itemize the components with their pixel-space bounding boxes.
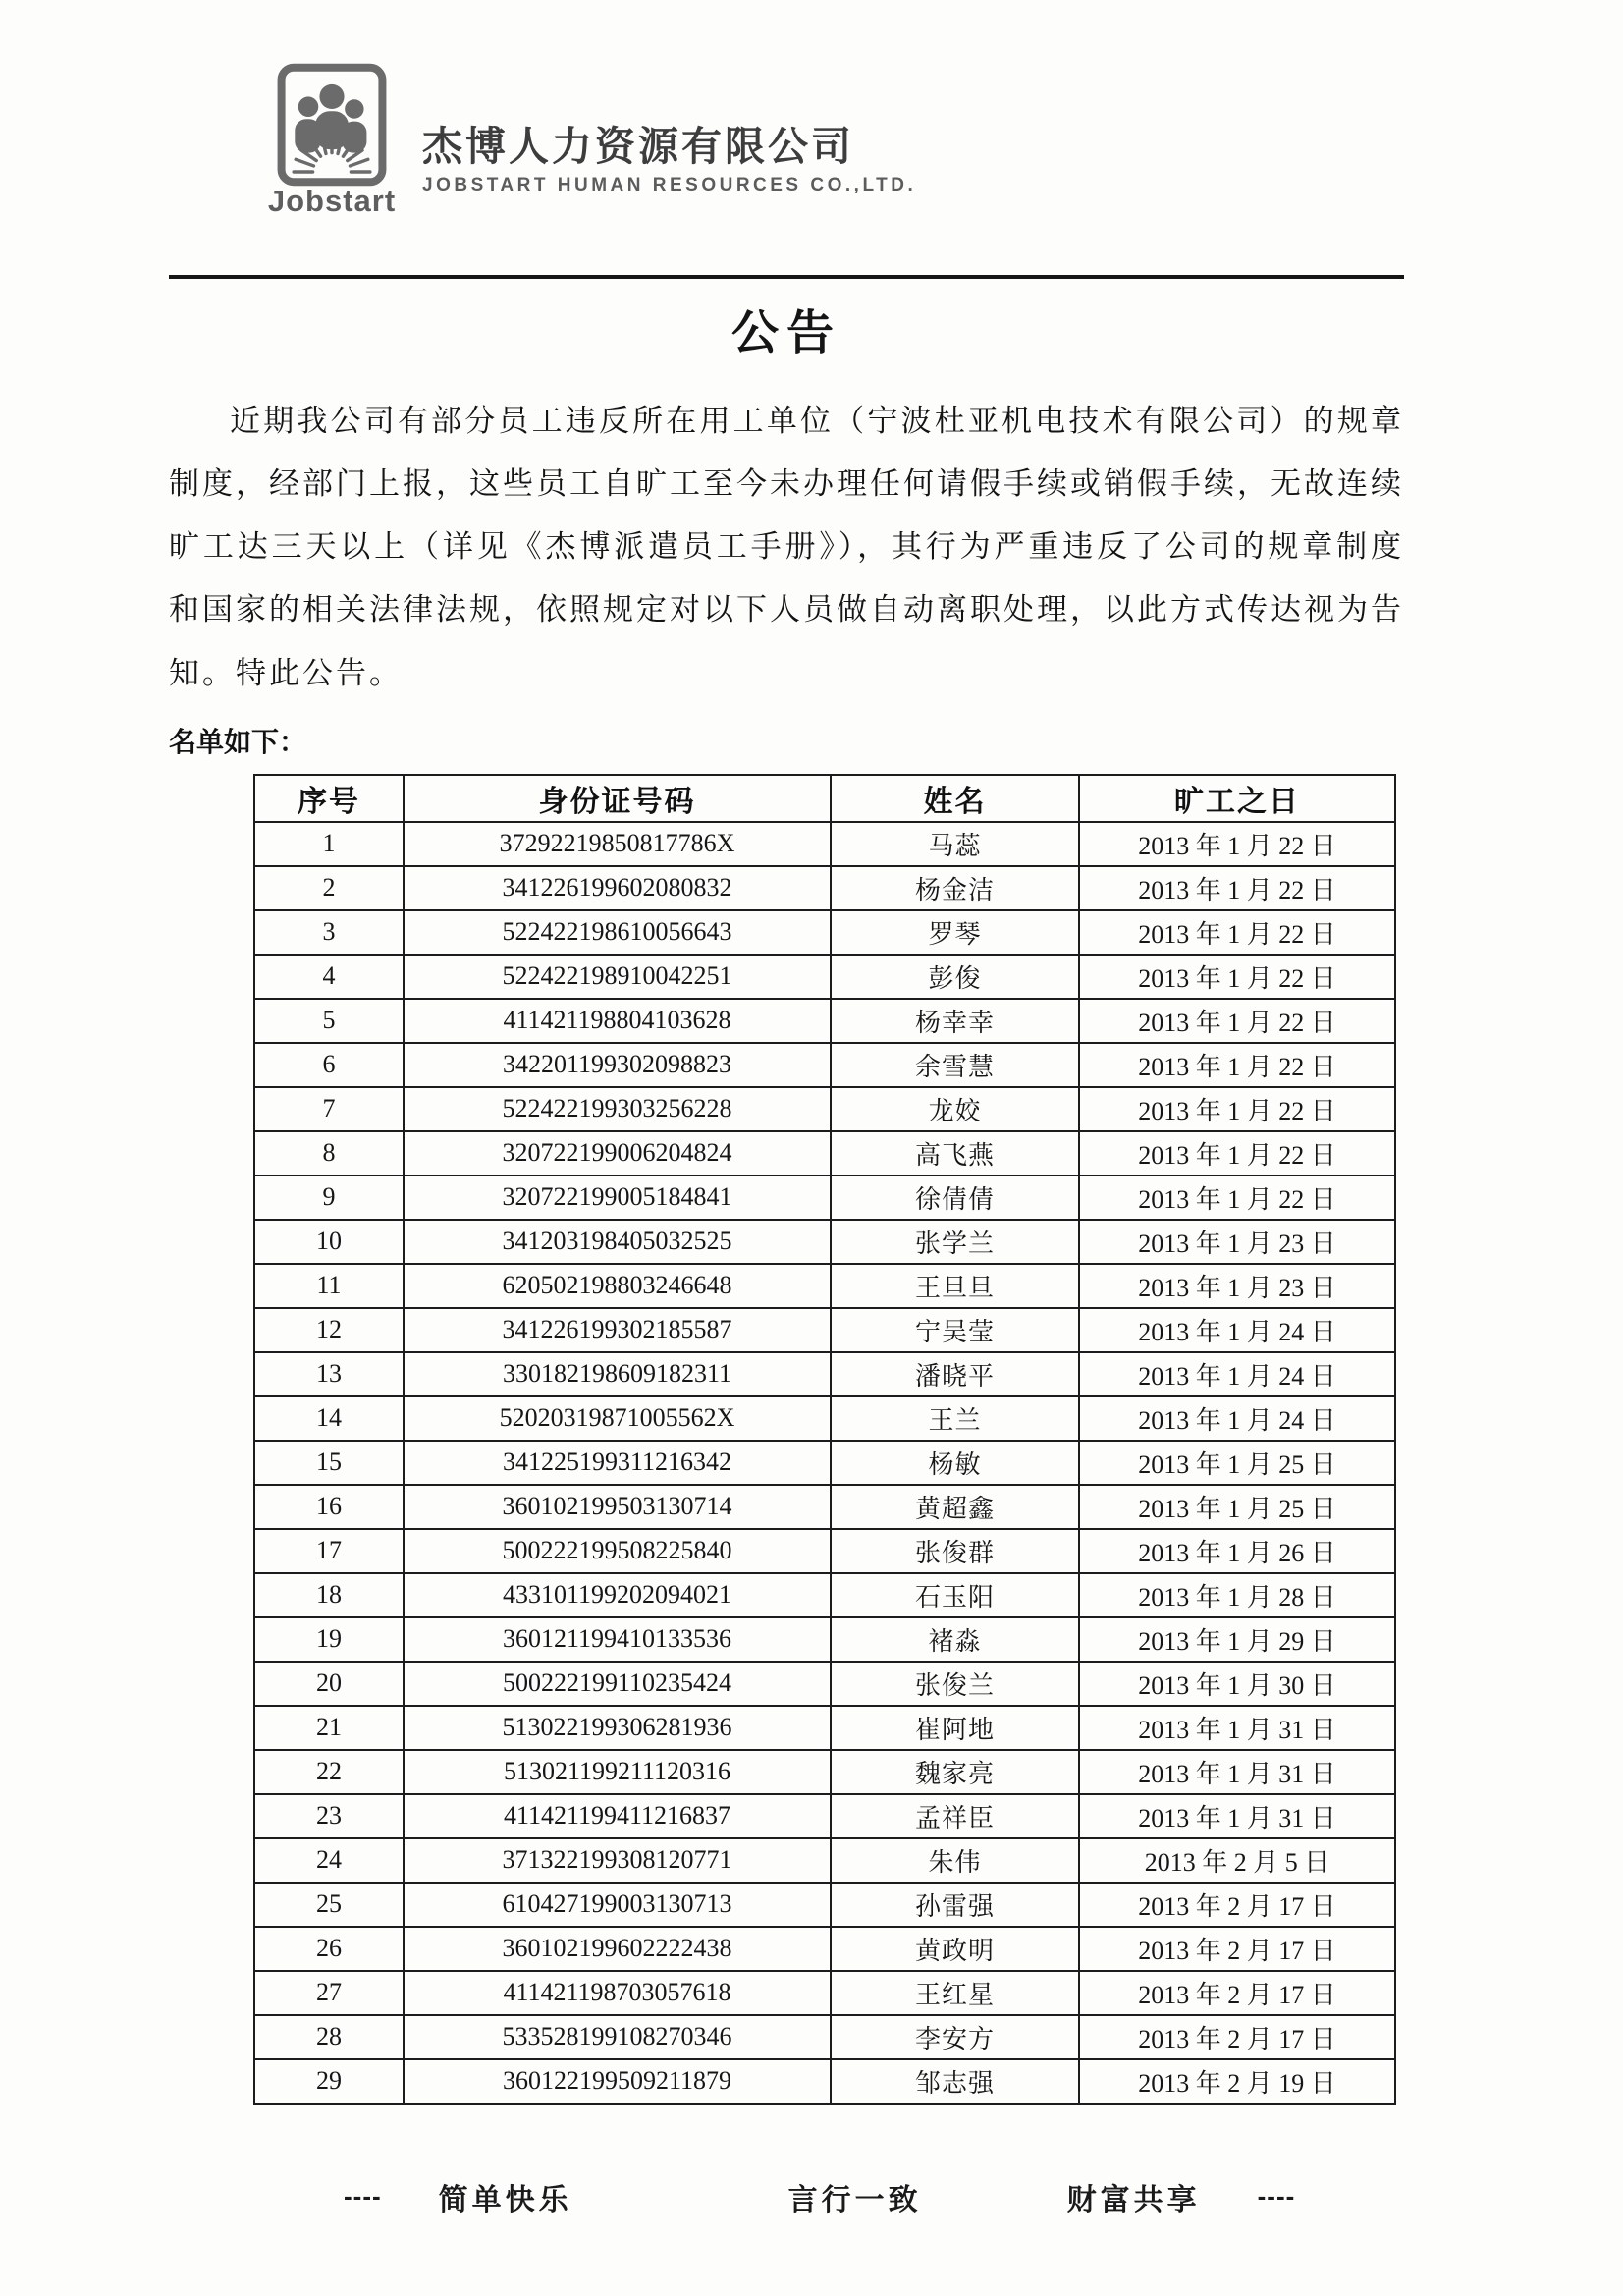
cell-id-number: 360102199503130714 <box>404 1485 831 1529</box>
table-row <box>254 1838 1395 1883</box>
cell-serial: 9 <box>254 1175 404 1220</box>
cell-serial: 14 <box>254 1396 404 1441</box>
cell-serial: 24 <box>254 1838 404 1883</box>
cell-name: 徐倩倩 <box>831 1175 1079 1220</box>
table-row <box>254 1927 1395 1971</box>
cell-name: 马蕊 <box>831 822 1079 866</box>
header-serial: 序号 <box>254 775 404 822</box>
cell-serial: 18 <box>254 1573 404 1617</box>
cell-id-number: 341226199302185587 <box>404 1308 831 1352</box>
cell-id-number: 341226199602080832 <box>404 866 831 910</box>
table-row <box>254 1529 1395 1573</box>
cell-name: 孟祥臣 <box>831 1794 1079 1838</box>
cell-name: 崔阿地 <box>831 1706 1079 1750</box>
table-body <box>254 822 1395 2104</box>
dismissed-employees-table <box>253 774 1396 2105</box>
table-row <box>254 910 1395 955</box>
cell-name: 邹志强 <box>831 2059 1079 2104</box>
footer-right-dashes: ---- <box>1257 2181 1296 2212</box>
cell-name: 王旦旦 <box>831 1264 1079 1308</box>
cell-name: 彭俊 <box>831 955 1079 999</box>
cell-absence-date: 2013 年 1 月 24 日 <box>1079 1308 1395 1352</box>
cell-serial: 19 <box>254 1617 404 1662</box>
cell-serial: 27 <box>254 1971 404 2015</box>
cell-absence-date: 2013 年 1 月 30 日 <box>1079 1662 1395 1706</box>
cell-serial: 3 <box>254 910 404 955</box>
cell-serial: 7 <box>254 1087 404 1131</box>
cell-name: 黄政明 <box>831 1927 1079 1971</box>
cell-name: 杨金洁 <box>831 866 1079 910</box>
cell-absence-date: 2013 年 1 月 22 日 <box>1079 866 1395 910</box>
table-row <box>254 822 1395 866</box>
cell-name: 李安方 <box>831 2015 1079 2059</box>
cell-name: 潘晓平 <box>831 1352 1079 1396</box>
cell-serial: 16 <box>254 1485 404 1529</box>
cell-serial: 17 <box>254 1529 404 1573</box>
cell-id-number: 342201199302098823 <box>404 1043 831 1087</box>
cell-serial: 8 <box>254 1131 404 1175</box>
table-row <box>254 1352 1395 1396</box>
cell-id-number: 513022199306281936 <box>404 1706 831 1750</box>
cell-id-number: 522422198610056643 <box>404 910 831 955</box>
footer-slogan-2: 言行一致 <box>787 2183 922 2216</box>
company-name-chinese: 杰博人力资源有限公司 <box>422 123 854 169</box>
cell-serial: 12 <box>254 1308 404 1352</box>
letterhead <box>267 59 1404 221</box>
cell-name: 张俊群 <box>831 1529 1079 1573</box>
table-row <box>254 866 1395 910</box>
header-id-number: 身份证号码 <box>404 775 831 822</box>
cell-serial: 20 <box>254 1662 404 1706</box>
cell-id-number: 52020319871005562X <box>404 1396 831 1441</box>
cell-id-number: 360122199509211879 <box>404 2059 831 2104</box>
table-row <box>254 1573 1395 1617</box>
letterhead-divider <box>169 275 1404 279</box>
table-row <box>254 1220 1395 1264</box>
cell-serial: 26 <box>254 1927 404 1971</box>
header-name: 姓名 <box>831 775 1079 822</box>
table-row <box>254 1662 1395 1706</box>
cell-serial: 13 <box>254 1352 404 1396</box>
cell-absence-date: 2013 年 1 月 29 日 <box>1079 1617 1395 1662</box>
jobstart-logo-icon <box>275 62 389 188</box>
cell-serial: 1 <box>254 822 404 866</box>
cell-id-number: 533528199108270346 <box>404 2015 831 2059</box>
cell-name: 张俊兰 <box>831 1662 1079 1706</box>
cell-id-number: 411421199411216837 <box>404 1794 831 1838</box>
cell-absence-date: 2013 年 1 月 25 日 <box>1079 1441 1395 1485</box>
cell-id-number: 320722199006204824 <box>404 1131 831 1175</box>
cell-absence-date: 2013 年 2 月 17 日 <box>1079 2015 1395 2059</box>
cell-serial: 29 <box>254 2059 404 2104</box>
company-names <box>422 84 916 196</box>
cell-name: 张学兰 <box>831 1220 1079 1264</box>
table-row <box>254 1087 1395 1131</box>
cell-absence-date: 2013 年 1 月 25 日 <box>1079 1485 1395 1529</box>
cell-name: 杨幸幸 <box>831 999 1079 1043</box>
cell-id-number: 411421198703057618 <box>404 1971 831 2015</box>
cell-name: 孙雷强 <box>831 1883 1079 1927</box>
table-row <box>254 1485 1395 1529</box>
cell-id-number: 411421198804103628 <box>404 999 831 1043</box>
cell-absence-date: 2013 年 1 月 22 日 <box>1079 1087 1395 1131</box>
cell-absence-date: 2013 年 1 月 31 日 <box>1079 1706 1395 1750</box>
cell-absence-date: 2013 年 1 月 22 日 <box>1079 1043 1395 1087</box>
cell-id-number: 610427199003130713 <box>404 1883 831 1927</box>
cell-absence-date: 2013 年 2 月 17 日 <box>1079 1971 1395 2015</box>
cell-absence-date: 2013 年 1 月 23 日 <box>1079 1220 1395 1264</box>
cell-absence-date: 2013 年 1 月 22 日 <box>1079 1131 1395 1175</box>
cell-serial: 10 <box>254 1220 404 1264</box>
cell-serial: 5 <box>254 999 404 1043</box>
cell-absence-date: 2013 年 1 月 22 日 <box>1079 1175 1395 1220</box>
cell-name: 黄超鑫 <box>831 1485 1079 1529</box>
table-row <box>254 1131 1395 1175</box>
cell-name: 罗琴 <box>831 910 1079 955</box>
cell-id-number: 37292219850817786X <box>404 822 831 866</box>
cell-serial: 11 <box>254 1264 404 1308</box>
cell-absence-date: 2013 年 2 月 17 日 <box>1079 1883 1395 1927</box>
cell-name: 宁吴莹 <box>831 1308 1079 1352</box>
cell-serial: 22 <box>254 1750 404 1794</box>
footer-left-dashes: ---- <box>344 2181 382 2212</box>
cell-id-number: 341225199311216342 <box>404 1441 831 1485</box>
cell-name: 王红星 <box>831 1971 1079 2015</box>
cell-absence-date: 2013 年 2 月 5 日 <box>1079 1838 1395 1883</box>
cell-id-number: 433101199202094021 <box>404 1573 831 1617</box>
table-row <box>254 1264 1395 1308</box>
cell-absence-date: 2013 年 1 月 24 日 <box>1079 1396 1395 1441</box>
cell-id-number: 522422198910042251 <box>404 955 831 999</box>
cell-id-number: 330182198609182311 <box>404 1352 831 1396</box>
cell-serial: 23 <box>254 1794 404 1838</box>
cell-absence-date: 2013 年 1 月 22 日 <box>1079 955 1395 999</box>
table-row <box>254 1617 1395 1662</box>
cell-id-number: 620502198803246648 <box>404 1264 831 1308</box>
table-row <box>254 1043 1395 1087</box>
cell-name: 朱伟 <box>831 1838 1079 1883</box>
cell-id-number: 360102199602222438 <box>404 1927 831 1971</box>
cell-serial: 15 <box>254 1441 404 1485</box>
footer-slogan-3: 财富共享 <box>1066 2183 1201 2216</box>
table-header <box>254 775 1395 822</box>
cell-id-number: 341203198405032525 <box>404 1220 831 1264</box>
cell-id-number: 500222199508225840 <box>404 1529 831 1573</box>
header-absence-date: 旷工之日 <box>1079 775 1395 822</box>
cell-id-number: 320722199005184841 <box>404 1175 831 1220</box>
table-row <box>254 1441 1395 1485</box>
table-row <box>254 1175 1395 1220</box>
cell-absence-date: 2013 年 1 月 31 日 <box>1079 1794 1395 1838</box>
table-row <box>254 955 1395 999</box>
company-name-english: JOBSTART HUMAN RESOURCES CO.,LTD. <box>422 174 917 195</box>
company-logo <box>267 62 397 219</box>
footer-slogans <box>169 2175 1404 2218</box>
cell-name: 杨敏 <box>831 1441 1079 1485</box>
cell-id-number: 522422199303256228 <box>404 1087 831 1131</box>
cell-absence-date: 2013 年 1 月 22 日 <box>1079 999 1395 1043</box>
cell-absence-date: 2013 年 1 月 31 日 <box>1079 1750 1395 1794</box>
table-row <box>254 1396 1395 1441</box>
cell-absence-date: 2013 年 1 月 28 日 <box>1079 1573 1395 1617</box>
brand-name: Jobstart <box>267 183 397 218</box>
table-row <box>254 1750 1395 1794</box>
cell-serial: 25 <box>254 1883 404 1927</box>
table-row <box>254 1971 1395 2015</box>
document-title: 公告 <box>730 307 841 359</box>
list-label: 名单如下： <box>169 726 307 757</box>
cell-serial: 2 <box>254 866 404 910</box>
table-row <box>254 2059 1395 2104</box>
cell-name: 石玉阳 <box>831 1573 1079 1617</box>
table-row <box>254 1794 1395 1838</box>
table-row <box>254 1308 1395 1352</box>
cell-serial: 28 <box>254 2015 404 2059</box>
cell-name: 龙姣 <box>831 1087 1079 1131</box>
cell-id-number: 513021199211120316 <box>404 1750 831 1794</box>
cell-absence-date: 2013 年 1 月 24 日 <box>1079 1352 1395 1396</box>
table-row <box>254 2015 1395 2059</box>
cell-name: 褚淼 <box>831 1617 1079 1662</box>
cell-absence-date: 2013 年 1 月 22 日 <box>1079 822 1395 866</box>
cell-name: 魏家亮 <box>831 1750 1079 1794</box>
cell-absence-date: 2013 年 2 月 19 日 <box>1079 2059 1395 2104</box>
cell-id-number: 360121199410133536 <box>404 1617 831 1662</box>
announcement-body: 近期我公司有部分员工违反所在用工单位（宁波杜亚机电技术有限公司）的规章制度，经部门上报，这些员工自旷工至今未办理任何请假手续或销假手续，无故连续旷工达三天以上（详见《杰博派遣员工手册》），其行为严重违反了公司的规章制度和国家的相关法律法规，依照规定对以下人员做自动离职处理，以此方式传达视为告知。特此公告。 <box>169 404 1404 690</box>
cell-serial: 4 <box>254 955 404 999</box>
table-row <box>254 999 1395 1043</box>
cell-serial: 21 <box>254 1706 404 1750</box>
cell-id-number: 500222199110235424 <box>404 1662 831 1706</box>
table-row <box>254 1883 1395 1927</box>
cell-serial: 6 <box>254 1043 404 1087</box>
table-row <box>254 1706 1395 1750</box>
footer-slogan-1: 简单快乐 <box>438 2183 572 2216</box>
cell-name: 王兰 <box>831 1396 1079 1441</box>
cell-name: 余雪慧 <box>831 1043 1079 1087</box>
cell-id-number: 371322199308120771 <box>404 1838 831 1883</box>
cell-name: 高飞燕 <box>831 1131 1079 1175</box>
cell-absence-date: 2013 年 1 月 23 日 <box>1079 1264 1395 1308</box>
cell-absence-date: 2013 年 2 月 17 日 <box>1079 1927 1395 1971</box>
table-header-row <box>254 775 1395 822</box>
cell-absence-date: 2013 年 1 月 22 日 <box>1079 910 1395 955</box>
cell-absence-date: 2013 年 1 月 26 日 <box>1079 1529 1395 1573</box>
